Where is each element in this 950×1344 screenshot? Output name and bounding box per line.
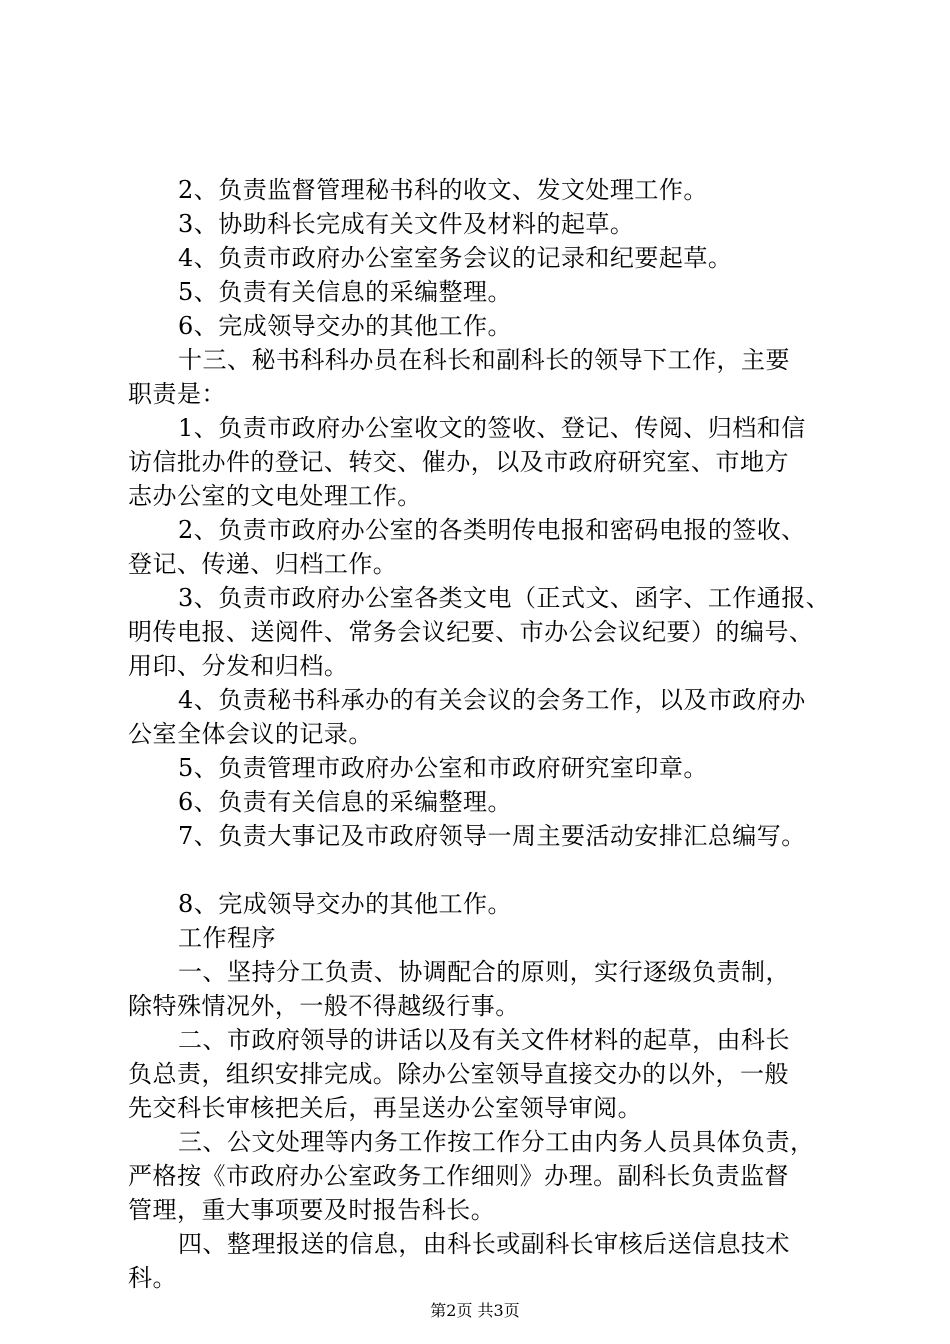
text-line: 一、坚持分工负责、协调配合的原则，实行逐级负责制， — [178, 958, 790, 986]
text-line: 明传电报、送阅件、常务会议纪要、市办公会议纪要）的编号、 — [128, 618, 814, 646]
page-footer: 第2页 共3页 — [430, 1301, 520, 1320]
text-line: 7、负责大事记及市政府领导一周主要活动安排汇总编写。 — [178, 822, 806, 850]
text-line: 登记、传递、归档工作。 — [128, 550, 398, 578]
text-line: 三、公文处理等内务工作按工作分工由内务人员具体负责， — [178, 1128, 815, 1156]
text-line: 8、完成领导交办的其他工作。 — [178, 890, 512, 918]
text-line: 3、协助科长完成有关文件及材料的起草。 — [178, 210, 635, 238]
text-line: 四、整理报送的信息，由科长或副科长审核后送信息技术 — [178, 1230, 790, 1258]
text-line: 十三、秘书科科办员在科长和副科长的领导下工作，主要 — [178, 346, 790, 374]
text-line: 公室全体会议的记录。 — [128, 720, 373, 748]
text-line: 访信批办件的登记、转交、催办，以及市政府研究室、市地方 — [128, 448, 789, 476]
text-line: 1、负责市政府办公室收文的签收、登记、传阅、归档和信 — [178, 414, 806, 442]
text-line: 3、负责市政府办公室各类文电（正式文、函字、工作通报、 — [178, 584, 831, 612]
text-line: 2、负责监督管理秘书科的收文、发文处理工作。 — [178, 176, 708, 204]
text-line: 6、负责有关信息的采编整理。 — [178, 788, 512, 816]
text-line: 4、负责秘书科承办的有关会议的会务工作，以及市政府办 — [178, 686, 806, 714]
text-line: 二、市政府领导的讲话以及有关文件材料的起草，由科长 — [178, 1026, 790, 1054]
text-line: 负总责，组织安排完成。除办公室领导直接交办的以外，一般 — [128, 1060, 789, 1088]
text-line: 职责是： — [128, 380, 226, 408]
text-line: 用印、分发和归档。 — [128, 652, 349, 680]
text-line: 4、负责市政府办公室室务会议的记录和纪要起草。 — [178, 244, 733, 272]
text-line: 严格按《市政府办公室政务工作细则》办理。副科长负责监督 — [128, 1162, 789, 1190]
text-line: 6、完成领导交办的其他工作。 — [178, 312, 512, 340]
text-line: 先交科长审核把关后，再呈送办公室领导审阅。 — [128, 1094, 643, 1122]
section-heading: 工作程序 — [178, 924, 276, 952]
text-line: 管理，重大事项要及时报告科长。 — [128, 1196, 496, 1224]
text-line: 志办公室的文电处理工作。 — [128, 482, 422, 510]
text-line: 2、负责市政府办公室的各类明传电报和密码电报的签收、 — [178, 516, 806, 544]
text-line: 5、负责管理市政府办公室和市政府研究室印章。 — [178, 754, 708, 782]
text-line: 科。 — [128, 1264, 177, 1292]
text-line: 除特殊情况外，一般不得越级行事。 — [128, 992, 520, 1020]
text-line: 5、负责有关信息的采编整理。 — [178, 278, 512, 306]
